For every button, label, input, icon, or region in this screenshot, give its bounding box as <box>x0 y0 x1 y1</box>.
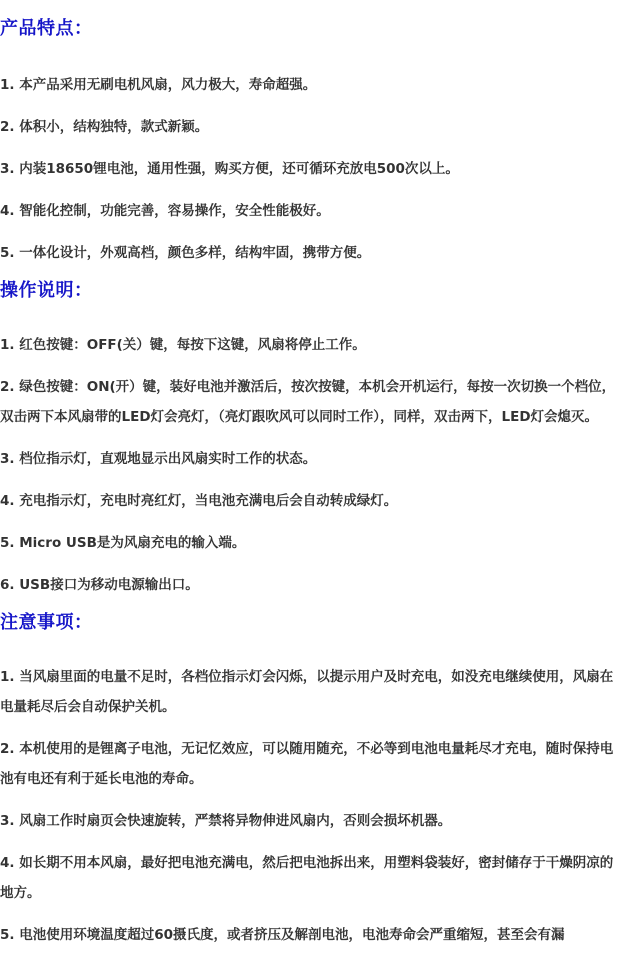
precaution-item-3: 3. 风扇工作时扇页会快速旋转，严禁将异物伸进风扇内，否则会损坏机器。 <box>0 813 452 829</box>
feature-item-2: 2. 体积小，结构独特，款式新颖。 <box>0 119 209 135</box>
feature-item-3: 3. 内装18650锂电池，通用性强，购买方便，还可循环充放电500次以上。 <box>0 161 459 177</box>
section-product-features <box>0 18 620 268</box>
operation-item-5: 5. Micro USB是为风扇充电的输入端。 <box>0 535 246 551</box>
section-title-product-features: 产品特点： <box>0 18 93 39</box>
operation-item-4: 4. 充电指示灯，充电时亮红灯，当电池充满电后会自动转成绿灯。 <box>0 493 398 509</box>
precaution-item-2: 2. 本机使用的是锂离子电池，无记忆效应，可以随用随充，不必等到电池电量耗尽才充电，随时保持电池有电还有利于延长电池的寿命。 <box>0 741 614 787</box>
section-title-precautions: 注意事项： <box>0 612 93 633</box>
feature-item-1: 1. 本产品采用无刷电机风扇，风力极大，寿命超强。 <box>0 77 317 93</box>
operation-item-1: 1. 红色按键：OFF(关）键，每按下这键，风扇将停止工作。 <box>0 337 366 353</box>
operation-item-3: 3. 档位指示灯，直观地显示出风扇实时工作的状态。 <box>0 451 317 467</box>
operation-item-6: 6. USB接口为移动电源输出口。 <box>0 577 199 593</box>
section-precautions <box>0 612 620 950</box>
section-operation-instructions <box>0 280 620 600</box>
precaution-item-4: 4. 如长期不用本风扇，最好把电池充满电，然后把电池拆出来，用塑料袋装好，密封储存于干燥阴凉的地方。 <box>0 855 614 901</box>
feature-item-5: 5. 一体化设计，外观高档，颜色多样，结构牢固，携带方便。 <box>0 245 371 261</box>
precaution-item-1: 1. 当风扇里面的电量不足时，各档位指示灯会闪烁，以提示用户及时充电，如没充电继续使用，风扇在电量耗尽后会自动保护关机。 <box>0 669 614 715</box>
feature-item-4: 4. 智能化控制，功能完善，容易操作，安全性能极好。 <box>0 203 330 219</box>
precaution-item-5: 5. 电池使用环境温度超过60摄氏度，或者挤压及解剖电池，电池寿命会严重缩短，甚至会有漏 <box>0 927 565 943</box>
operation-item-2: 2. 绿色按键：ON(开）键，装好电池并激活后，按次按键，本机会开机运行，每按一次切换一个档位，双击两下本风扇带的LED灯会亮灯，（亮灯跟吹风可以同时工作），同样，双击两下，LED灯会熄灭。 <box>0 379 616 425</box>
section-title-operation-instructions: 操作说明： <box>0 280 93 301</box>
